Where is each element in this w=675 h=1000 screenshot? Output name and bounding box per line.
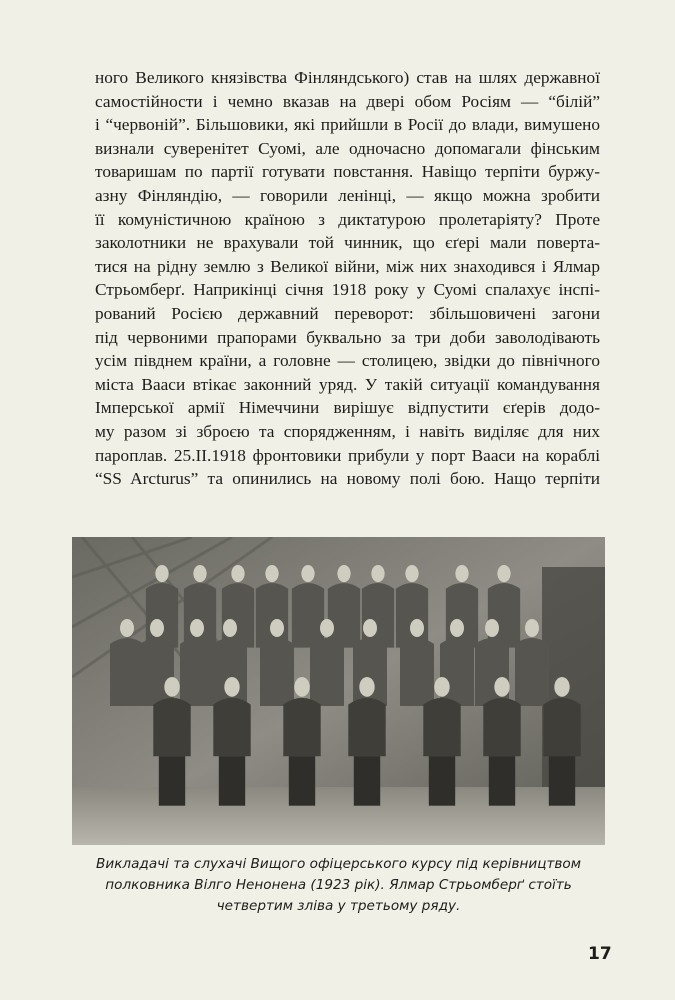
body-line: пароплав. 25.ІІ.1918 фронтовики прибули у порт Вааси на кораблі — [95, 445, 600, 465]
caption-line: полковника Вілго Ненонена (1923 рік). Ялмар Стрьомберґ стоїть — [105, 877, 572, 893]
group-photo — [72, 537, 605, 845]
body-line: її комуністичною країною з диктатурою пролетаріяту? Проте — [95, 209, 600, 229]
body-line: “SS Arcturus” та опинились на новому полі бою. Нащо терпіти — [95, 469, 600, 489]
body-line: рований Росією державний переворот: збільшовичені загони — [95, 303, 600, 323]
caption-line: четвертим зліва у третьому ряду. — [216, 898, 461, 914]
body-line: тися на рідну землю з Великої війни, між них знаходився і Ялмар — [95, 256, 600, 276]
body-line: самостійности і чемно вказав на двері обом Росіям — “білій” — [95, 91, 600, 111]
body-line: визнали суверенітет Суомі, але одночасно допомагали фінським — [95, 138, 600, 158]
body-line: під червоними прапорами буквально за три доби заволодівають — [95, 327, 600, 347]
photo-caption — [72, 854, 605, 917]
body-line: му разом зі зброєю та спорядженням, і навіть виділяє для них — [95, 421, 600, 441]
body-line: азну Фінляндію, — говорили ленінці, — якщо можна зробити — [95, 185, 600, 205]
body-text — [95, 66, 600, 491]
body-line: заколотники не врахували той чинник, що єґері мали поверта- — [95, 233, 600, 253]
body-line: товаришам по партії готувати повстання. Навіщо терпіти буржу- — [95, 162, 600, 182]
body-line: і “червоній”. Більшовики, які прийшли в Росії до влади, вимушено — [95, 115, 600, 135]
body-line: ного Великого князівства Фінляндського) став на шлях державної — [95, 68, 600, 87]
body-line: Стрьомберґ. Наприкінці січня 1918 року у Суомі спалахує інспі- — [95, 280, 600, 300]
body-line: усім півднем країни, а головне — столицею, звідки до північного — [95, 351, 600, 371]
group-photo-image — [72, 537, 605, 845]
body-line: Імперської армії Німеччини вирішує відпустити єґерів додо- — [95, 398, 600, 418]
body-line: міста Вааси втікає законний уряд. У такій ситуації командування — [95, 374, 600, 394]
page-number: 17 — [588, 944, 612, 964]
caption-line: Викладачі та слухачі Вищого офіцерського курсу під керівництвом — [96, 856, 581, 872]
